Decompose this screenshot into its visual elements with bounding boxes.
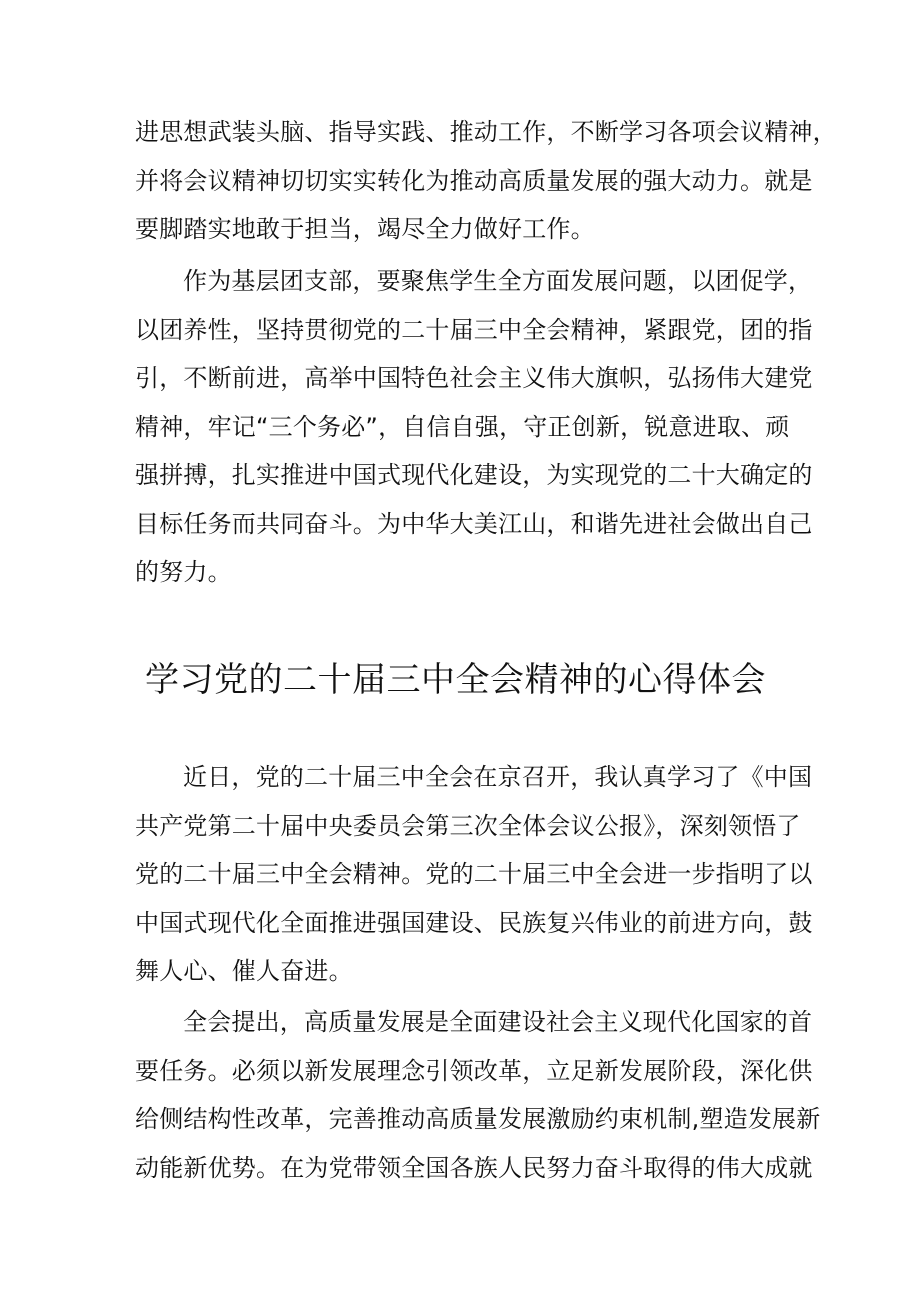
paragraph-line: 党的二十届三中全会精神。党的二十届三中全会进一步指明了以 <box>135 860 813 888</box>
paragraph-line: 要任务。必须以新发展理念引领改革，立足新发展阶段，深化供 <box>135 1056 813 1085</box>
paragraph-line: 以团养性，坚持贯彻党的二十届三中全会精神，紧跟党，团的指 <box>135 315 813 344</box>
paragraph-line: 作为基层团支部，要聚焦学生全方面发展问题，以团促学， <box>183 267 813 295</box>
paragraph-line: 舞人心、催人奋进。 <box>135 957 353 985</box>
paragraph-line: 要脚踏实地敢于担当，竭尽全力做好工作。 <box>135 215 595 243</box>
paragraph-line: 并将会议精神切切实实转化为推动高质量发展的强大动力。就是 <box>135 166 813 195</box>
paragraph-line: 全会提出，高质量发展是全面建设社会主义现代化国家的首 <box>183 1008 813 1036</box>
paragraph-line: 引，不断前进，高举中国特色社会主义伟大旗帜，弘扬伟大建党 <box>135 364 813 392</box>
paragraph-line: 给侧结构性改革，完善推动高质量发展激励约束机制,塑造发展新 <box>135 1105 821 1133</box>
paragraph-line: 强拼搏，扎实推进中国式现代化建设，为实现党的二十大确定的 <box>135 461 813 489</box>
paragraph-3 <box>135 753 813 996</box>
paragraph-line: 中国式现代化全面推进强国建设、民族复兴伟业的前进方向，鼓 <box>135 908 813 937</box>
paragraph-line: 共产党第二十届中央委员会第三次全体会议公报》，深刻领悟了 <box>135 811 801 840</box>
paragraph-1 <box>135 108 837 254</box>
paragraph-2 <box>135 257 813 597</box>
paragraph-line: 的努力。 <box>135 558 232 586</box>
paragraph-line: 进思想武装头脑、指导实践、推动工作，不断学习各项会议精神， <box>135 118 837 146</box>
paragraph-line: 目标任务而共同奋斗。为中华大美江山，和谐先进社会做出自己 <box>135 509 813 538</box>
paragraph-line: 动能新优势。在为党带领全国各族人民努力奋斗取得的伟大成就 <box>135 1153 813 1182</box>
paragraph-line: 精神，牢记“三个务必”，自信自强，守正创新，锐意进取、顽 <box>135 412 790 441</box>
paragraph-4 <box>135 998 821 1192</box>
section-title: 学习党的二十届三中全会精神的心得体会 <box>145 660 766 700</box>
paragraph-line: 近日，党的二十届三中全会在京召开，我认真学习了《中国 <box>183 763 813 791</box>
